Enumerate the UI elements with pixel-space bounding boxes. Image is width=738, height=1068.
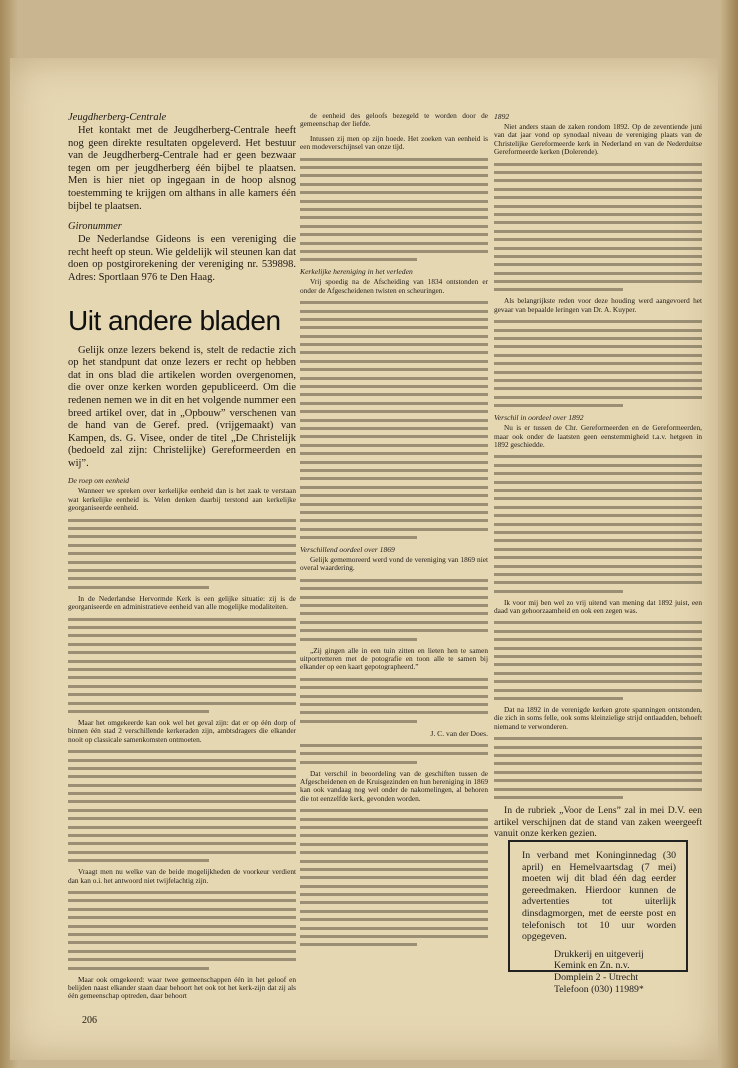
address-line: Domplein 2 - Utrecht <box>554 971 639 983</box>
company-line: Kemink en Zn. n.v. <box>554 960 630 972</box>
closing-paragraph: In de rubriek „Voor de Lens” zal in mei D.V. een artikel verschijnen dat de stand van zaken weergeeft vanuit onze kerken gezien. <box>494 804 702 840</box>
body-text-lines <box>300 579 488 641</box>
body-paragraph: Nu is er tussen de Chr. Gereformeerden en de Gereformeerden, maar ook onder de laatsten geen eenstemmigheid t.a.v. hetgeen in 1892 geschiedde. <box>494 423 702 450</box>
body-text-lines <box>68 750 296 862</box>
body-paragraph: Als belangrijkste reden voor deze houding werd aangevoerd het gevaar van bepaalde leringen van Dr. A. Kuyper. <box>494 296 702 314</box>
body-text-lines <box>300 301 488 539</box>
page-number: 206 <box>82 1015 97 1026</box>
body-paragraph: Ik voor mij ben wel zo vrij uitend van mening dat 1892 juist, een daad van gehoorzaamheid en ook een zegen was. <box>494 597 702 616</box>
body-text-lines <box>300 158 488 262</box>
section-heading-1892: 1892 <box>494 112 510 121</box>
publisher-info <box>522 949 676 995</box>
column-1 <box>68 112 296 1007</box>
body-paragraph: Niet anders staan de zaken rondom 1892. Op de zeventiende juni van dat jaar vond op synodaal niveau de vereniging plaats van de Christelijke Gereformeerde kerk in Nederland en van de Nederduitse Gereformeerde kerken (Dolerende). <box>494 122 702 157</box>
intro-paragraph: Gelijk onze lezers bekend is, stelt de redactie zich op het standpunt dat onze lezers er recht op hebben dat in ons blad die artikelen worden overgenomen, die over onze kerken worden gepubliceerd. Om die redenen nemen we in dit en het volgende nummer een breed artikel over, dat in „Opbouw” verschenen van de hand van de Geref. pred. (vrijgemaakt) van Kampen, ds. G. Visee, onder de titel „De Christelijk (bedoeld zal zijn: Christelijke) Gereformeerden en wij”. <box>68 344 296 469</box>
publisher-line: Drukkerij en uitgeverij <box>554 948 644 960</box>
section-heading-verschil-1892: Verschil in oordeel over 1892 <box>494 413 584 423</box>
body-paragraph: Vrij spoedig na de Afscheiding van 1834 ontstonden er onder de Afgescheidenen twisten en scheuringen. <box>300 277 488 295</box>
phone-line: Telefoon (030) 11989* <box>554 983 644 995</box>
advertisement-notice-box <box>508 840 688 995</box>
body-text-lines <box>494 320 702 407</box>
quote-signature: J. C. van der Does. <box>430 728 488 738</box>
body-paragraph: Maar het omgekeerde kan ook wel het geval zijn: dat er op één dorp of binnen één stad 2 verschillende kerkeraden zijn, ambtsdragers die elkander nooit op classicale samenkomsten ontmoeten. <box>68 717 296 744</box>
gironummer-heading: Gironummer <box>68 221 122 233</box>
quote-paragraph: „Zij gingen alle in een tuin zitten en lieten hen te samen uitportretteren met de potografie en toon alle te samen bij elkander op een kaart gepotographeerd.” <box>300 645 488 672</box>
body-paragraph: In de Nederlandse Hervormde Kerk is een gelijke situatie: zij is de georganiseerde en administratieve eenheid van alle mogelijke modaliteiten. <box>68 593 296 612</box>
section-heading-eenheid: De roep om eenheid <box>68 476 130 486</box>
column-2 <box>300 112 488 952</box>
body-paragraph: Intussen zij men op zijn hoede. Het zoeken van eenheid is een modeverschijnsel van onze tijd. <box>300 133 488 152</box>
body-text-lines <box>494 737 702 799</box>
section-heading-1869: Verschillend oordeel over 1869 <box>300 545 395 555</box>
body-paragraph: Dat na 1892 in de verenigde kerken grote spanningen ontstonden, die zich in soms felle, ook soms kleinzielige strijd ontlaadden, behoeft niemand te verwonderen. <box>494 705 702 731</box>
right-page-edge <box>720 0 738 1068</box>
body-paragraph: Maar ook omgekeerd: waar twee gemeenschappen één in het geloof en belijden naast elkander staan daar behoort het ook tot het kerk-zijn dat zij als één gemeenschap optreden, daar behoort <box>68 974 296 1001</box>
section-heading-hereniging: Kerkelijke hereniging in het verleden <box>300 267 413 277</box>
section-masthead: Uit andere bladen <box>68 304 281 336</box>
column-3 <box>494 112 702 846</box>
body-paragraph: Gelijk gememoreerd werd vond de vereniging van 1869 niet overal waardering. <box>300 555 488 573</box>
notice-text: In verband met Koninginnedag (30 april) en Hemelvaartsdag (7 mei) moeten wij dit blad één dag eerder gereedmaken. Hierdoor kunnen de advertenties tot uiterlijk dinsdagmorgen, met de eerste post en telefonisch tot 10 uur worden opgegeven. <box>522 850 676 943</box>
gironummer-text: De Nederlandse Gideons is een vereniging die recht heeft op steun. Wie geldelijk wil steunen kan dat doen op postgirorekening der vereniging nr. 539898. Adres: Sportlaan 976 te Den Haag. <box>68 234 296 283</box>
body-paragraph: Dat verschil in beoordeling van de geschiften tussen de Afgescheidenen en de Kruisgezinden en hun hereniging in 1869 kan ook vandaag nog wel onder de nakomelingen, al behoren die tot eenzelfde kerk, gevonden worden. <box>300 768 488 803</box>
body-text-lines <box>494 455 702 592</box>
body-text-lines <box>494 163 702 292</box>
body-text-lines <box>68 519 296 589</box>
body-text-lines <box>300 744 488 764</box>
body-text-lines <box>494 621 702 700</box>
body-text-lines <box>68 891 296 970</box>
body-paragraph: de eenheid des geloofs bezegeld te worden door de gemeenschap der liefde. <box>300 111 488 129</box>
body-text-lines <box>300 809 488 946</box>
jeugdherberg-heading: Jeugdherberg-Centrale <box>68 112 167 123</box>
body-paragraph: Wanneer we spreken over kerkelijke eenheid dan is het zaak te verstaan wat kerkelijke eenheid is. Velen denken daarbij terstond aan kerkelijke georganiseerde eenheid. <box>68 486 296 513</box>
body-text-lines <box>300 678 488 723</box>
body-text-lines <box>68 618 296 713</box>
jeugdherberg-text: Het kontakt met de Jeugdherberg-Centrale heeft nog geen direkte resultaten opgeleverd. Het bestuur van de Jeugdherberg-Centrale had er geen bezwaar tegen om per jeugdherberg één bijbel te plaatsen. Men is hier niet op ingegaan in de hoop alsnog toestemming te krijgen om althans in alle kamers één bijbel te plaatsen. <box>68 125 296 212</box>
body-paragraph: Vraagt men nu welke van de beide mogelijkheden de voorkeur verdient dan kan o.i. het antwoord niet twijfelachtig zijn. <box>68 867 296 885</box>
